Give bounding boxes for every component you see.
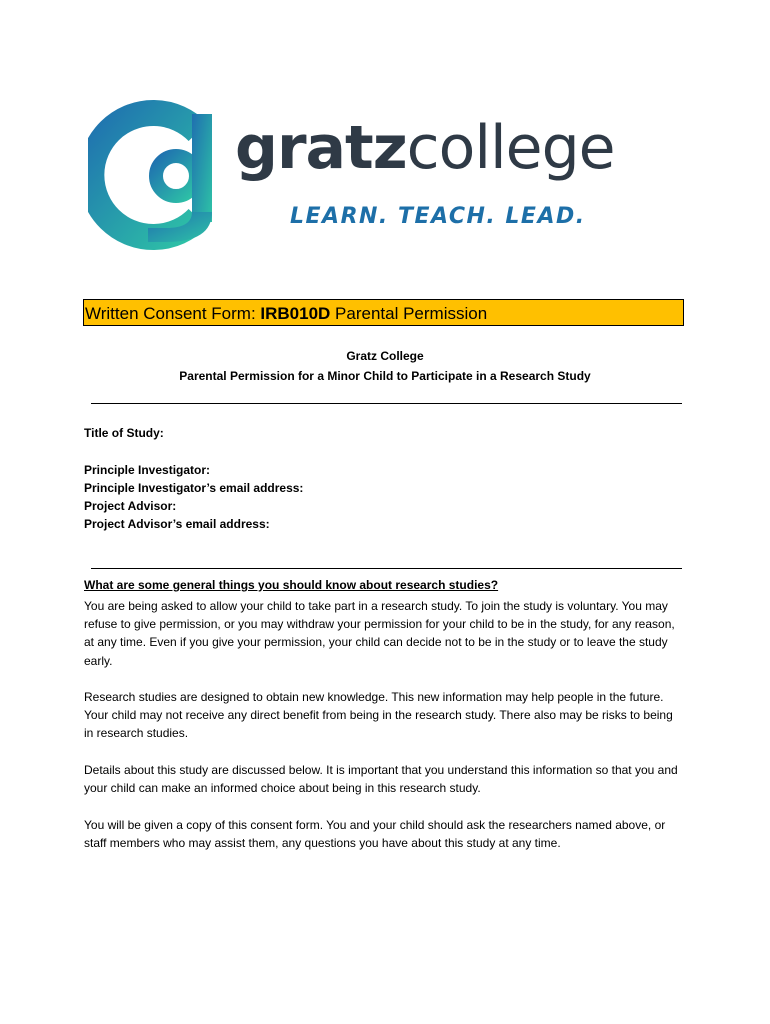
paragraph-4: You will be given a copy of this consent form. You and your child should ask the researchers named above, or staff members who may assist them, any questions you have about this study at any time.	[84, 818, 666, 851]
logo-word-bold: gratz	[235, 113, 407, 183]
form-title-suffix: Parental Permission	[330, 304, 488, 323]
logo-wordmark	[235, 113, 615, 183]
form-title-bar	[83, 299, 684, 326]
section-heading: What are some general things you should know about research studies?	[84, 578, 499, 592]
title-of-study-label: Title of Study:	[84, 426, 164, 440]
form-title-prefix: Written Consent Form:	[85, 304, 261, 323]
project-advisor-label: Project Advisor:	[84, 499, 177, 513]
paragraph-3: Details about this study are discussed below. It is important that you understand this information so that you and your child can make an informed choice about being in this research study.	[84, 763, 678, 796]
institution-name: Gratz College	[346, 349, 424, 363]
paragraph-2: Research studies are designed to obtain new knowledge. This new information may help people in the future. Your child may not receive any direct benefit from being in the research study. There also may be risks to being in research studies.	[84, 690, 673, 741]
pi-email-label: Principle Investigator’s email address:	[84, 481, 304, 495]
divider-top	[91, 403, 682, 404]
form-code: IRB010D	[260, 304, 331, 323]
advisor-email-label: Project Advisor’s email address:	[84, 517, 270, 531]
divider-middle	[91, 568, 682, 569]
principal-investigator-label: Principle Investigator:	[84, 463, 211, 477]
form-subtitle: Parental Permission for a Minor Child to Participate in a Research Study	[179, 369, 591, 383]
paragraph-1: You are being asked to allow your child to take part in a research study. To join the study is voluntary. You may refuse to give permission, or you may withdraw your permission for your child to be in the study, for any reason, at any time. Even if you give your permission, your child can decide not to be in the study or to leave the study early.	[84, 599, 675, 668]
logo-word-light: college	[406, 113, 615, 183]
logo-tagline: LEARN. TEACH. LEAD.	[290, 204, 586, 229]
